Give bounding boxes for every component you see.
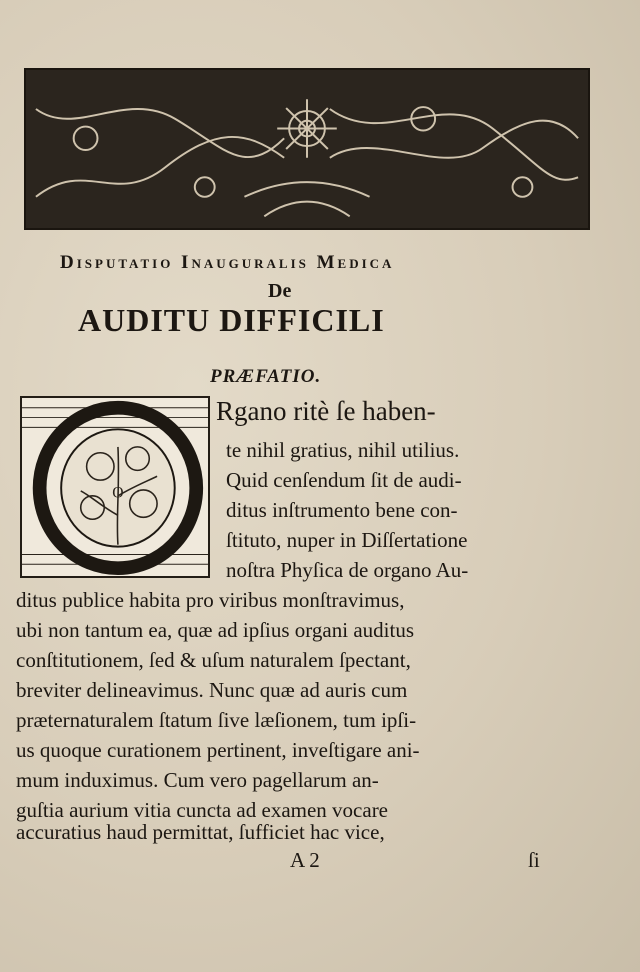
body-line: noſtra Phyſica de organo Au- [226, 558, 469, 582]
decorated-initial [20, 396, 210, 578]
body-line: ſtituto, nuper in Diſſertatione [226, 528, 468, 552]
disputation-kicker: Disputatio Inauguralis Medica [60, 252, 395, 273]
signature-mark: A 2 [290, 848, 320, 872]
body-line: ubi non tantum ea, quæ ad ipſius organi auditus [16, 618, 414, 642]
body-line: te nihil gratius, nihil utilius. [226, 438, 460, 462]
ornamental-headpiece [24, 68, 590, 230]
body-line: præternaturalem ſtatum ſive læſionem, tum ipſi- [16, 708, 417, 732]
section-heading: PRÆFATIO. [210, 366, 322, 387]
body-line: Rgano ritè ſe haben- [216, 396, 436, 426]
de-label: De [268, 280, 292, 302]
catchword: ſi [528, 848, 540, 872]
body-line: ditus publice habita pro viribus monſtravimus, [16, 588, 405, 612]
body-line: breviter delineavimus. Nunc quæ ad auris cum [16, 678, 408, 702]
body-line: guſtia aurium vitia cuncta ad examen vocare [16, 798, 389, 822]
page-title: AUDITU DIFFICILI [78, 302, 385, 338]
body-line: Quid cenſendum ſit de audi- [226, 468, 462, 492]
body-line: conſtitutionem, ſed & uſum naturalem ſpectant, [16, 648, 411, 672]
body-line: accuratius haud permittat, ſufficiet hac vice, [16, 820, 385, 844]
initial-letter-glyph: O [112, 484, 124, 502]
body-line: us quoque curationem pertinent, inveſtigare ani- [16, 738, 420, 762]
body-line: ditus inſtrumento bene con- [226, 498, 458, 522]
body-line: mum induximus. Cum vero pagellarum an- [16, 768, 379, 792]
